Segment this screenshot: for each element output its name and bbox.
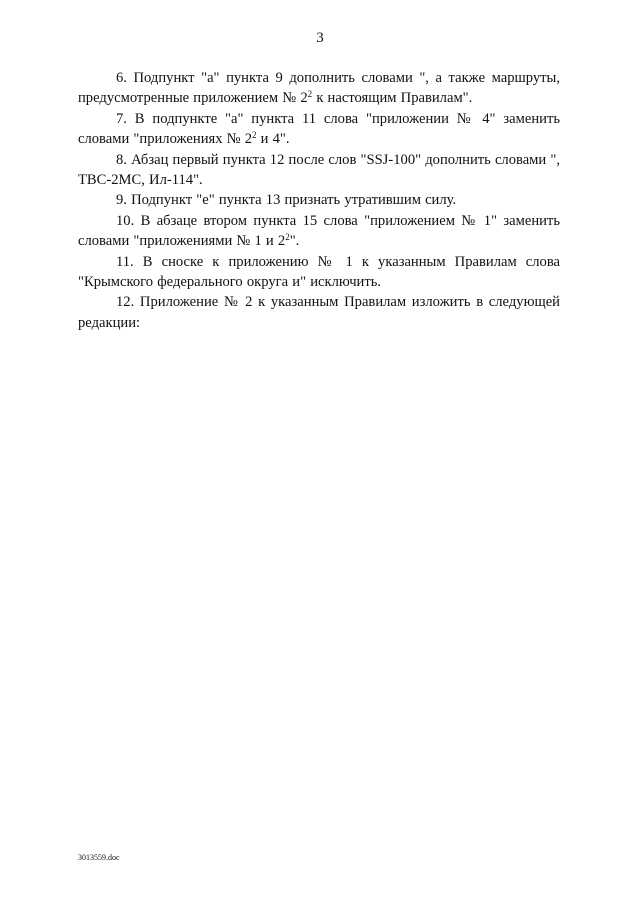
footer-file-name: 3013559.doc [78, 853, 120, 862]
superscript: 2 [285, 232, 290, 243]
document-body [78, 68, 560, 333]
paragraph-8: 8. Абзац первый пункта 12 после слов "SSJ-100" дополнить словами ", ТВС-2МС, Ил-114". [78, 151, 560, 189]
paragraph-9: 9. Подпункт "е" пункта 13 признать утратившим силу. [116, 192, 457, 209]
superscript: 2 [307, 89, 313, 100]
page-number: 3 [316, 30, 324, 46]
paragraph-11: 11. В сноске к приложению № 1 к указанным Правилам слова "Крымского федерального округа и" исключить. [78, 253, 560, 291]
paragraph-7: 7. В подпункте "а" пункта 11 слова "приложении № 4" заменить словами "приложениях № $2^2$ и 4". [78, 110, 560, 148]
paragraph-12: 12. Приложение № 2 к указанным Правилам изложить в следующей редакции: [78, 294, 560, 331]
superscript: 2 [252, 130, 257, 141]
paragraph-10: 10. В абзаце втором пункта 15 слова "приложением № 1" заменить словами "приложениями № 1 и $2^2$". [78, 212, 560, 250]
paragraph-6: 6. Подпункт "а" пункта 9 дополнить словами ", а также маршруты, предусмотренные приложением № $2^2$ к настоящим Правилам". [78, 70, 560, 107]
